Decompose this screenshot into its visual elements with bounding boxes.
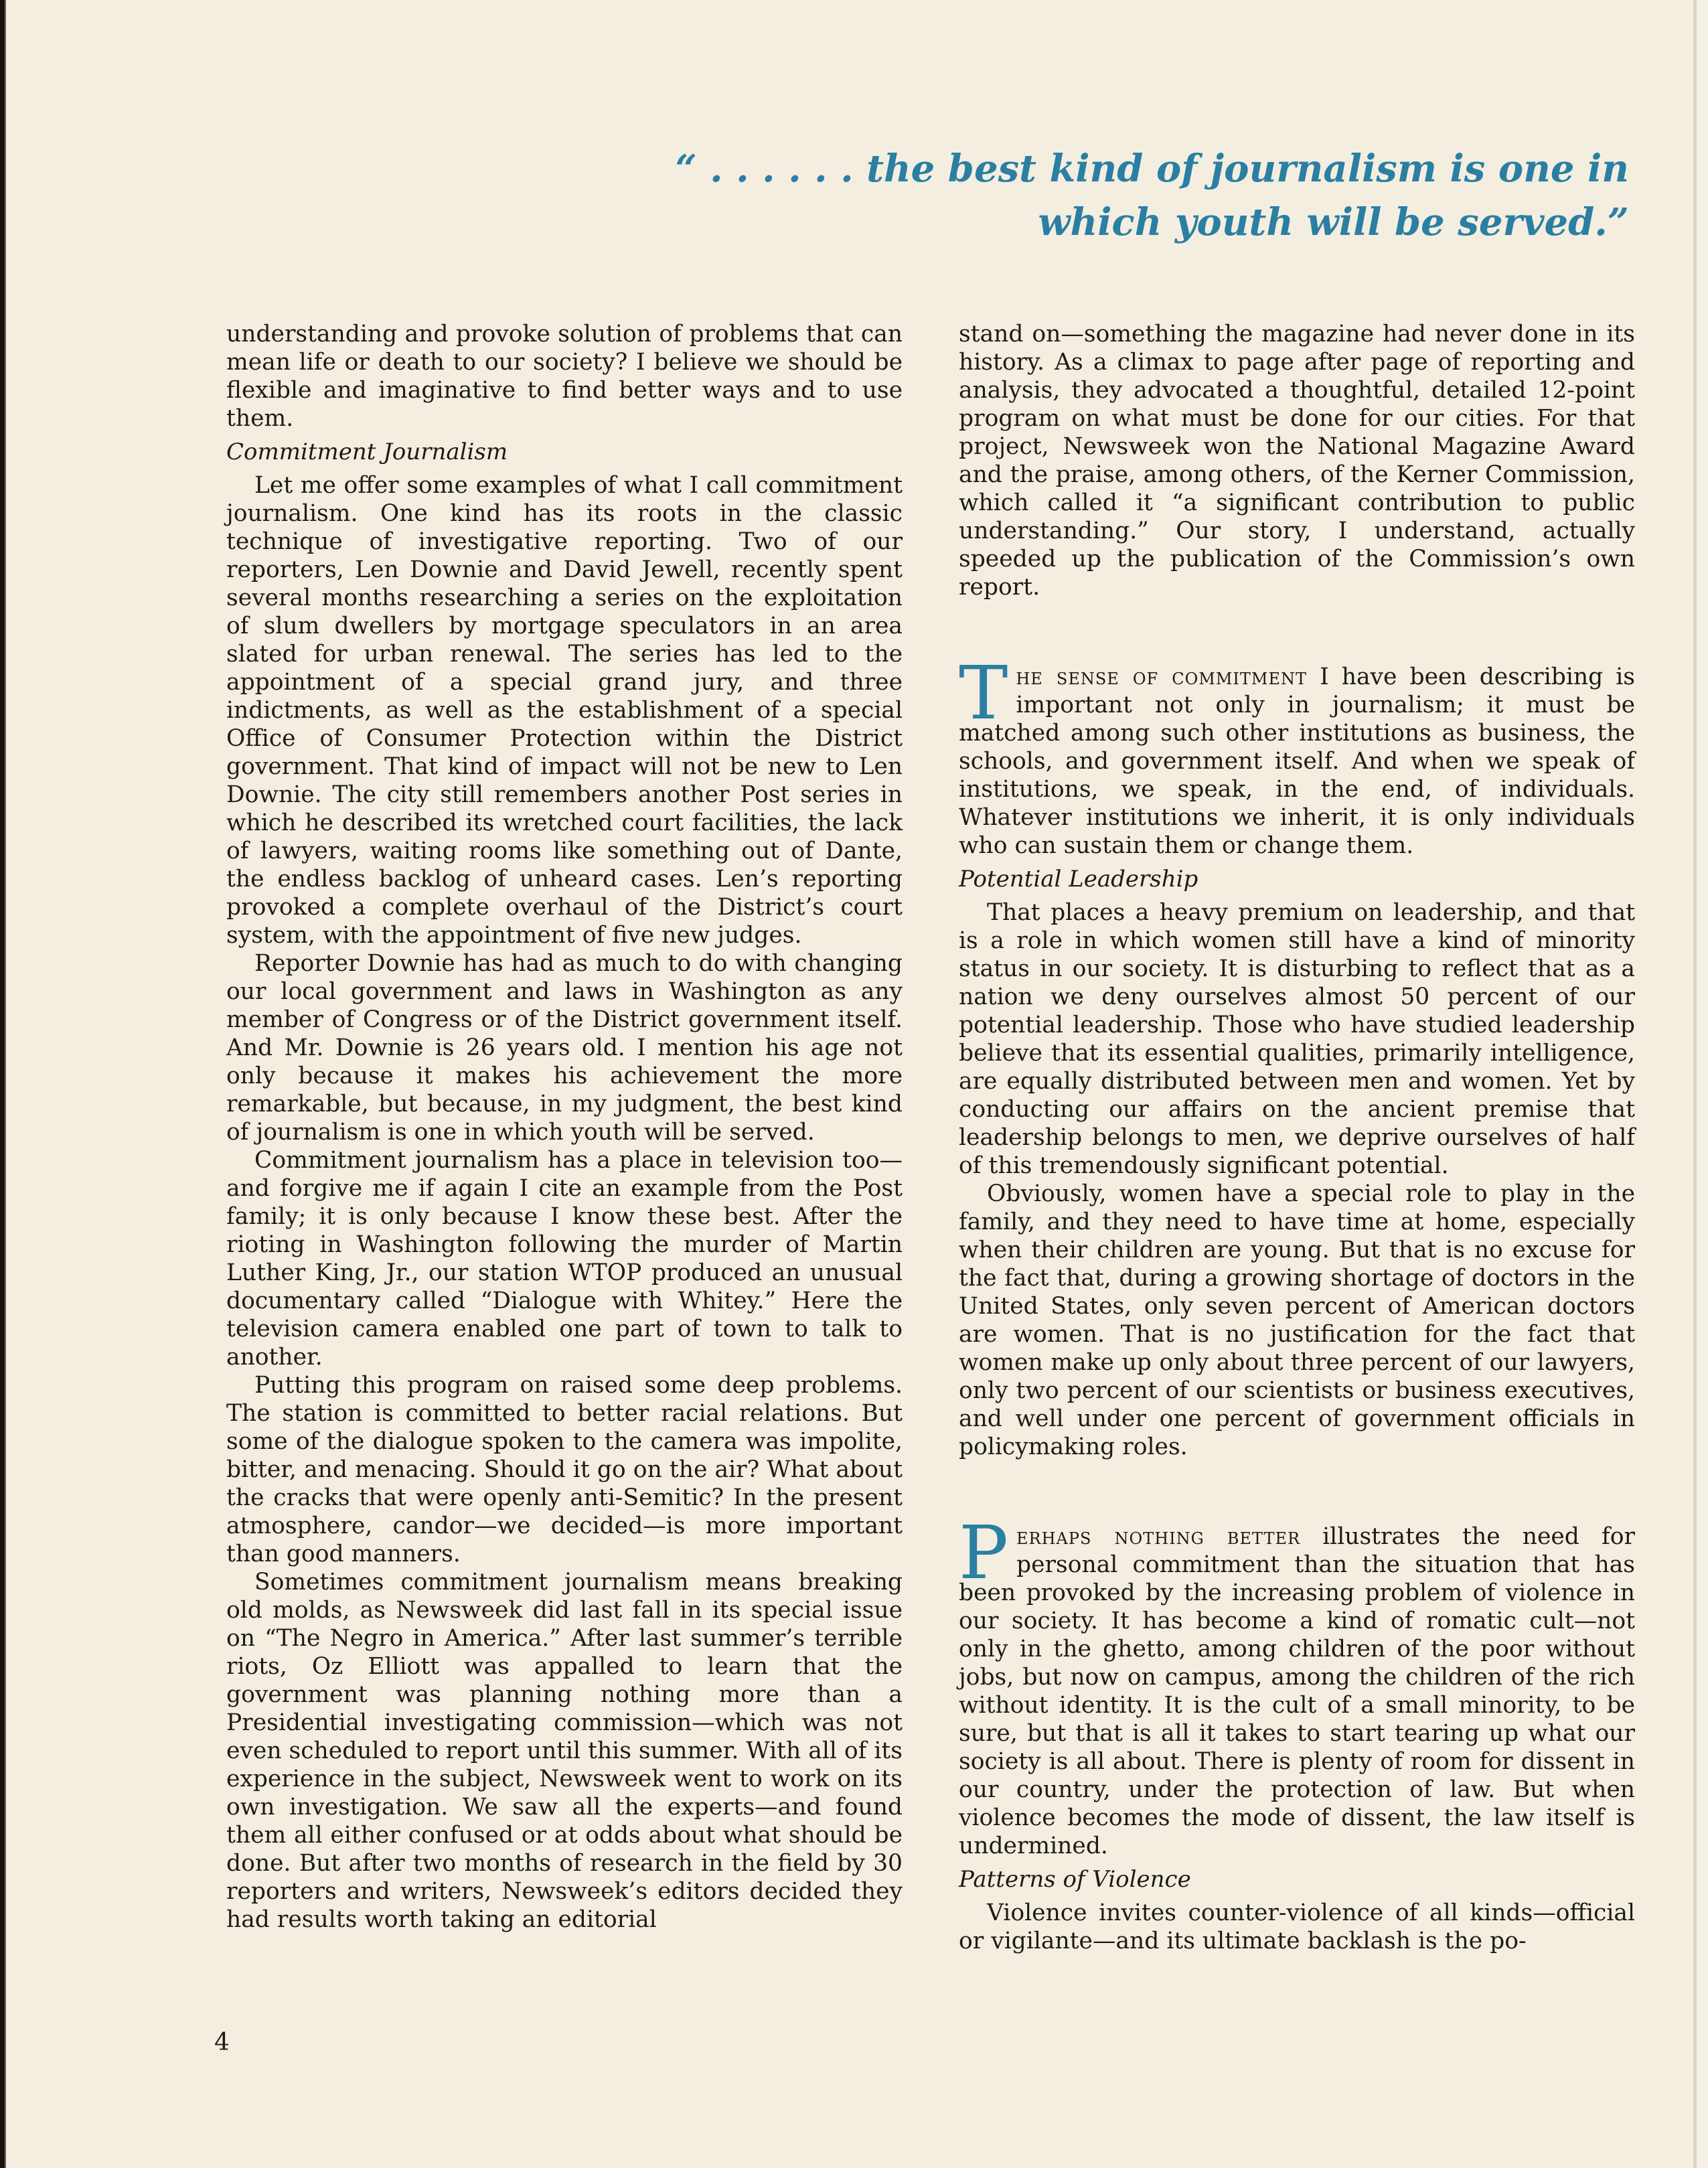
section-paragraph-sense-of-commitment: [959, 650, 1635, 860]
small-caps-lead: erhaps nothing better: [1016, 1523, 1301, 1550]
paragraph: That places a heavy premium on leadership, and that is a role in which women still have a kind of minority status in our society. It is disturbing to reflect that as a nation we deny ourselves almost 50 percent of our potential leadership. Those who have studied leadership believe that its essential qualities, primarily intelligence, are equally distributed between men and women. Yet by conducting our affairs on the ancient premise that leadership belongs to men, we deprive ourselves of half of this tremendously significant potential.: [959, 899, 1635, 1179]
small-caps-lead: he sense of commitment: [1016, 664, 1308, 690]
drop-cap-t: T: [959, 650, 1008, 736]
right-column: [959, 320, 1635, 1955]
section-heading-patterns-of-violence: Patterns of Violence: [959, 1866, 1191, 1893]
paragraph: stand on—something the magazine had never done in its history. As a climax to page after page of reporting and analysis, they advocated a thoughtful, detailed 12-point program on what must be done for our cities. For that project, Newsweek won the National Magazine Award and the praise, among others, of the Kerner Commission, which called it “a significant contribution to public understanding.” Our story, I understand, actually speeded up the publication of the Commission’s own report.: [959, 321, 1635, 601]
section-heading-potential-leadership: Potential Leadership: [959, 866, 1198, 893]
paragraph: understanding and provoke solution of problems that can mean life or death to our society? I believe we should be flexible and imaginative to find better ways and to use them.: [226, 321, 903, 432]
pull-quote-line-1: “ . . . . . . the best kind of journalism is one in: [675, 147, 1629, 191]
paragraph: Putting this program on raised some deep problems. The station is committed to better racial relations. But some of the dialogue spoken to the camera was impolite, bitter, and menacing. Should it go on the air? What about the cracks that were openly anti-Semitic? In the present atmosphere, candor—we decided—is more important than good manners.: [226, 1372, 903, 1567]
paragraph: Commitment journalism has a place in television too—and forgive me if again I cite an example from the Post family; it is only because I know these best. After the rioting in Washington following the murder of Martin Luther King, Jr., our station WTOP produced an unusual documentary called “Dialogue with Whitey.” Here the television camera enabled one part of town to talk to another.: [226, 1147, 903, 1371]
paragraph: Let me offer some examples of what I call commitment journalism. One kind has its roots in the classic technique of investigative reporting. Two of our reporters, Len Downie and David Jewell, recently spent several months researching a series on the exploitation of slum dwellers by mortgage speculators in an area slated for urban renewal. The series has led to the appointment of a special grand jury, and three indictments, as well as the establishment of a special Office of Consumer Protection within the District government. That kind of impact will not be new to Len Downie. The city still remembers another Post series in which he described its wretched court facilities, the lack of lawyers, waiting rooms like something out of Dante, the endless backlog of unheard cases. Len’s reporting provoked a complete overhaul of the District’s court system, with the appointment of five new judges.: [226, 472, 903, 949]
paragraph: Obviously, women have a special role to play in the family, and they need to have time at home, especially when their children are young. But that is no excuse for the fact that, during a growing shortage of doctors in the United States, only seven percent of American doctors are women. That is no justification for the fact that women make up only about three percent of our lawyers, only two percent of our scientists or business executives, and well under one percent of government officials in policymaking roles.: [959, 1180, 1635, 1460]
section-paragraph-violence: [959, 1510, 1635, 1860]
paragraph: Violence invites counter-violence of all kinds—official or vigilante—and its ultimate backlash is the po-: [959, 1900, 1635, 1954]
section-heading-commitment-journalism: Commitment Journalism: [226, 439, 508, 465]
paragraph-text: illustrates the need for personal commitment than the situation that has been provoked by the increasing problem of violence in our society. It has become a kind of romatic cult—not only in the ghetto, among children of the poor without jobs, but now on campus, among the children of the rich without identity. It is the cult of a small minority, to be sure, but that is all it takes to start tearing up what our society is all about. There is plenty of room for dissent in our country, under the protection of law. But when violence becomes the mode of dissent, the law itself is undermined.: [959, 1523, 1635, 1859]
paragraph: Reporter Downie has had as much to do with changing our local government and laws in Washington as any member of Congress or of the District government itself. And Mr. Downie is 26 years old. I mention his age not only because it makes his achievement the more remarkable, but because, in my judgment, the best kind of journalism is one in which youth will be served.: [226, 950, 903, 1146]
page-number: 4: [214, 2029, 230, 2056]
pull-quote-line-2: which youth will be served.”: [1038, 200, 1629, 244]
page-binding-edge: [0, 0, 11, 2168]
drop-cap-p: P: [959, 1510, 1009, 1596]
left-column: [226, 320, 903, 1934]
page-right-edge: [1681, 0, 1708, 2168]
paragraph-text: I have been describing is important not only in journalism; it must be matched among such other institutions as business, the schools, and government itself. And when we speak of institutions, we speak, in the end, of individuals. Whatever institutions we inherit, it is only individuals who can sustain them or change them.: [959, 664, 1635, 859]
paragraph: Sometimes commitment journalism means breaking old molds, as Newsweek did last fall in its special issue on “The Negro in America.” After last summer’s terrible riots, Oz Elliott was appalled to learn that the government was planning nothing more than a Presidential investigating commission—which was not even scheduled to report until this summer. With all of its experience in the subject, Newsweek went to work on its own investigation. We saw all the experts—and found them all either confused or at odds about what should be done. But after two months of research in the field by 30 reporters and writers, Newsweek’s editors decided they had results worth taking an editorial: [226, 1569, 903, 1933]
pull-quote: [625, 142, 1629, 249]
